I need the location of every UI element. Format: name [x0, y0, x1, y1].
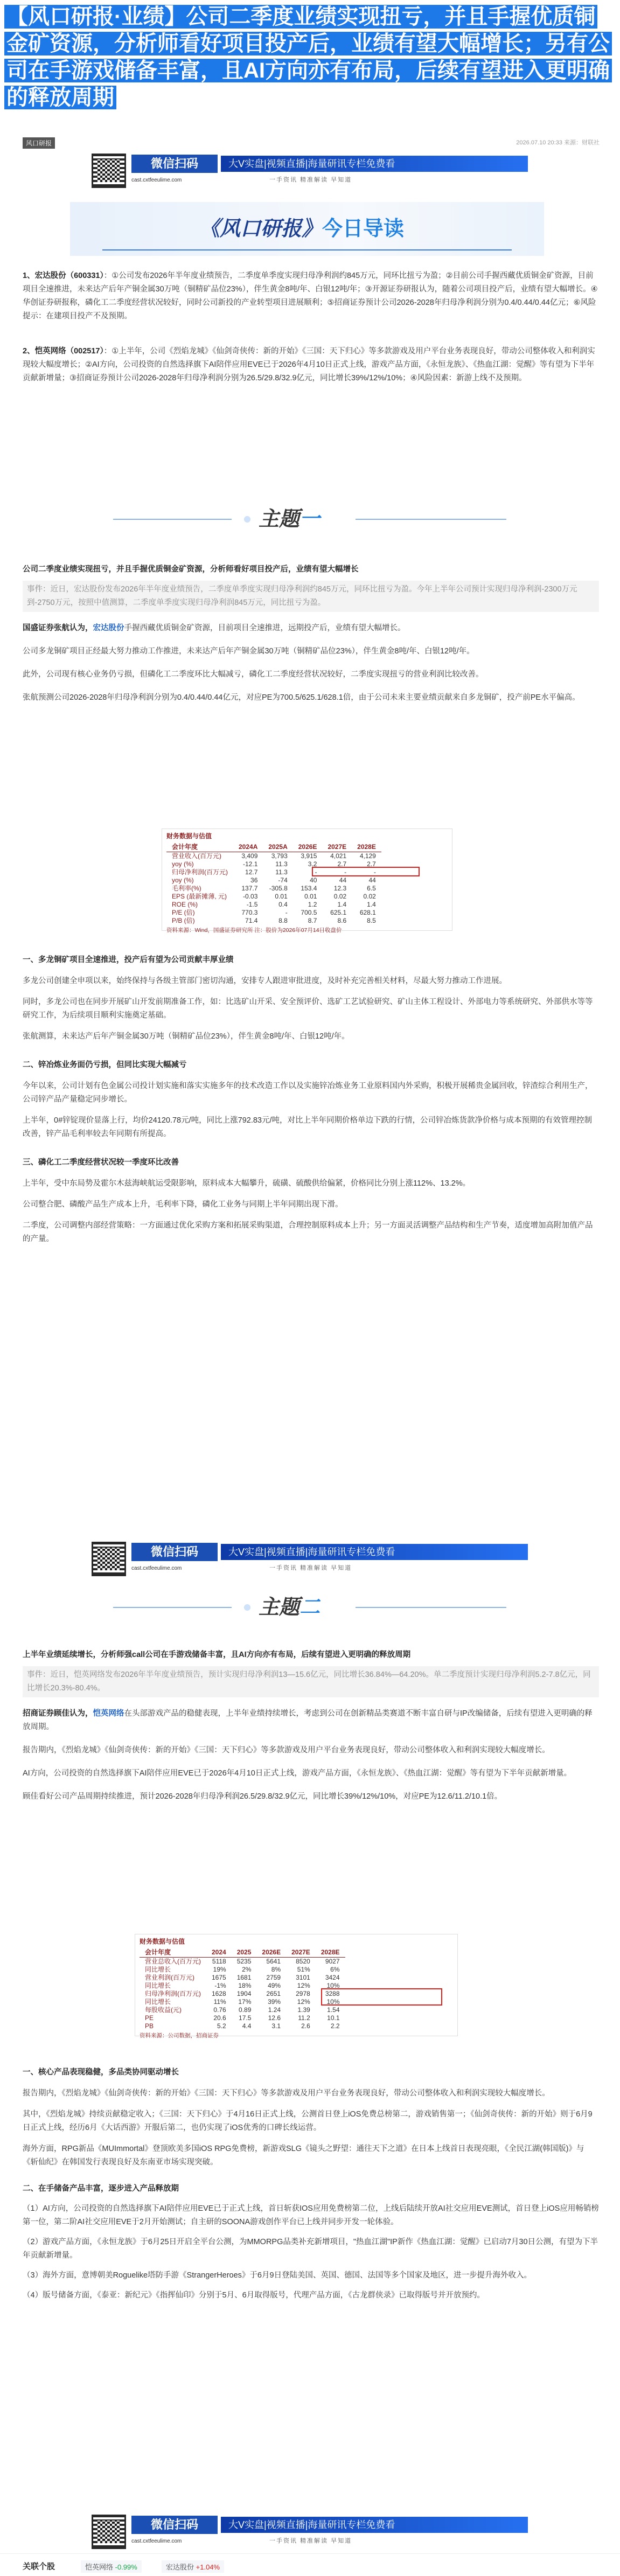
topic-2-paragraph: 海外方面，RPG新品《MUImmortal》登顶欧美多国iOS RPG免费榜，新游戏SLG《镜头之野望：通往天下之道》在日本上线首日表现亮眼，《全民江湖(韩国版)》与《斩仙纪》在韩国发行表现良好及东南亚市场实现突破。	[23, 2145, 584, 2167]
table-cell: 3,915	[301, 852, 317, 860]
topic-1-paragraph: 今年以来，公司计划有色金属公司投计划实施和落实实施多年的技术改造工作以及实施锌冶炼业务工业原料国内外采购，积极开展稀贵金属回收，锌渣综合利用生产，公司锌产品产量稳定同步增长。	[23, 1082, 593, 1104]
table-row	[166, 852, 381, 861]
table-cell: 628.1	[359, 909, 376, 916]
table-cell: 8.5	[367, 917, 376, 924]
table-cell: 2.7	[337, 860, 347, 868]
table-row	[140, 2022, 345, 2030]
table-cell: 营业收入(百万元)	[172, 852, 221, 860]
financial-table-2	[135, 1934, 458, 2039]
wechat-promo-banner[interactable]	[92, 1542, 528, 1578]
table-header-cell: 2025	[232, 1947, 257, 1958]
topic-1-subheading: 二、锌冶炼业务面仍亏损，但同比实现大幅减亏	[23, 1061, 187, 1069]
table-cell: 1.4	[337, 901, 347, 908]
table-cell: 2759	[266, 1974, 281, 1981]
table-cell: PE	[145, 2014, 154, 2022]
table-2-caption: 财务数据与估值	[140, 1938, 185, 1945]
table-cell: 归母净利润(百万元)	[145, 1990, 201, 1997]
stock-chip-kaiying[interactable]	[81, 2560, 142, 2573]
table-header-cell: 会计年度	[166, 841, 233, 852]
table-cell: 2%	[242, 1966, 252, 1973]
summary-item-1-body: ：①公司发布2026年半年度业绩预告，二季度单季度实现归母净利润约845万元，同环比扭亏为盈；②目前公司手握西藏优质铜金矿资源，目前项目全速推进，未来达产后年产铜金属30万吨（铜精矿品位23%），伴生黄金8吨/年、白银12吨/年；③开源证券研报认为，随着公司项目投产后，业绩有望大幅增长。④华创证券研报称，磷化工二季度经营状况较好，同时公司新投的产业转型项目进展顺利；⑤招商证券预计公司2026-2028年归母净利润分别为0.4/0.44/0.44亿元；⑥风险提示：在建项目投产不及预期。	[23, 271, 598, 321]
table-cell: 5235	[236, 1958, 252, 1965]
table-cell: 0.01	[304, 893, 317, 900]
table-1	[166, 841, 381, 925]
table-header-cell: 2026E	[293, 841, 323, 852]
table-cell: -1.5	[246, 901, 258, 908]
table-cell: 6.5	[367, 885, 376, 892]
qr-code-icon	[92, 1542, 126, 1576]
topic-2-body	[23, 1643, 599, 1808]
topic-2-paragraph: 报告期内，《烈焰龙城》《仙剑奇侠传：新的开始》《三国：天下归心》等多款游戏及用户平台业务表现良好，带动公司整体收入和利润实现较大幅度增长。	[23, 2089, 550, 2098]
table-cell: 归母净利润(百万元)	[172, 868, 228, 876]
stock-change: -0.99%	[115, 2563, 137, 2571]
promo-url: cast.cxtfeeulime.com	[131, 1565, 182, 1571]
topic-2-paragraph: （3）海外方面，意博朝美Roguelike塔防手游《StrangerHeroes》于6月9日登陆美国、英国、德国、法国等多个国家及地区，进一步提升海外收入。	[23, 2271, 532, 2280]
table-cell: -0.03	[243, 893, 258, 900]
topic-2-paragraph: （2）游戏产品方面，《永恒龙族》于6月25日开启全平台公测，为MMORPG品类补充新增项目，"热血江湖"IP新作《热血江湖：觉醒》已启动7月30日公测，有望为下半年贡献新增量。	[23, 2238, 598, 2260]
table-cell: 71.4	[245, 917, 258, 924]
table-cell: 5118	[212, 1958, 226, 1965]
table-cell: 1628	[212, 1990, 226, 1997]
promo-subtitle: 一手资讯 精准解读 早知道	[269, 177, 352, 183]
table-cell: 17.5	[239, 2014, 252, 2022]
table-cell: 4,129	[359, 852, 376, 860]
column-tag[interactable]: 风口研报	[23, 137, 55, 149]
table-cell: 0.89	[239, 2006, 252, 2014]
table-cell: 10.1	[327, 2014, 340, 2022]
table-header-cell: 2024A	[233, 841, 263, 852]
wechat-promo-banner[interactable]	[92, 154, 528, 190]
topic-1-banner	[113, 496, 506, 542]
table-cell: 5.2	[217, 2022, 226, 2030]
table-cell: 8.6	[337, 917, 347, 924]
topic-2-paragraph: （1）AI方向，公司投资的自然选择旗下AI陪伴应用EVE已于正式上线，首日斩获IOS应用免费榜第二位，上线后陆续开放AI社交应用EVE测试，首日登上iOS应用畅销榜第一位，第二阶AI社交应用EVE于2月开始测试；自主研的SOONA游戏创作平台已上线并同步开发一轮体验。	[23, 2204, 599, 2226]
table-cell: 10%	[326, 1998, 340, 2006]
topic-2-paragraph: （4）版号储备方面，《泰亚：新纪元》《指挥仙印》分别于5月、6月取得版号，代理产品方面，《古龙群侠录》已取得版号并开放预约。	[23, 2291, 485, 2300]
table-cell: 毛利率(%)	[172, 885, 201, 892]
highlight-box	[312, 867, 420, 876]
topic-2-headline: 上半年业绩延续增长，分析师强call公司在手游戏储备丰富，且AI方向亦有布局，后续有望进入更明确的释放周期	[23, 1651, 411, 1659]
topic-2-subheading: 二、在手储备产品丰富，逐步进入产品释放期	[23, 2184, 179, 2193]
summary-item-1	[23, 269, 599, 323]
topic-1-paragraph: 公司整合肥、磷酸产品生产成本上升，毛利率下降，磷化工业务与同期上半年同期出现下滑。	[23, 1200, 343, 1209]
table-cell: 1904	[236, 1990, 252, 1997]
qr-code-icon	[92, 2515, 126, 2549]
qr-code-icon	[92, 154, 126, 188]
topic-2-company: 恺英网络	[93, 1709, 124, 1718]
table-cell: 12.3	[333, 885, 347, 892]
table-cell: 3424	[325, 1974, 340, 1981]
topic-1-body	[23, 558, 599, 709]
today-guide-banner	[70, 202, 544, 256]
guide-subtitle: 今日导读	[322, 218, 405, 240]
topic-2-number: 二	[299, 1596, 321, 1619]
table-cell: -1%	[214, 1982, 226, 1989]
promo-title: 微信扫码	[131, 155, 218, 173]
topic-1-number: 一	[299, 508, 321, 531]
table-cell: 4,021	[330, 852, 347, 860]
table-row	[140, 1990, 345, 1998]
table-row	[140, 2006, 345, 2014]
promo-slogan: 大V实盘|视频直播|海量研讯专栏免费看	[221, 156, 528, 172]
table-2-source: 资料来源：公司数据，招商证券	[140, 2032, 219, 2039]
table-cell: 39%	[268, 1998, 281, 2006]
promo-url: cast.cxtfeeulime.com	[131, 177, 182, 183]
topic-1-paragraph: 张航预测公司2026-2028年归母净利润分别为0.4/0.44/0.44亿元，对应PE为700.5/625.1/628.1倍，由于公司未来主要业绩贡献来自多龙铜矿，投产前PE水平偏高。	[23, 693, 580, 702]
related-stocks-bar	[0, 2553, 620, 2576]
table-cell: 1.4	[367, 901, 376, 908]
table-1-source: 资料来源：Wind，国盛证券研究所 注：股价为2026年07月14日收盘价	[166, 927, 342, 934]
table-cell: PB	[145, 2022, 154, 2030]
table-cell: 6%	[330, 1966, 340, 1973]
table-cell: -	[344, 868, 347, 876]
table-cell: 2651	[266, 1990, 281, 1997]
table-header-cell: 2026E	[256, 1947, 286, 1958]
table-cell: 49%	[268, 1982, 281, 1989]
highlight-box	[321, 1988, 442, 2006]
topic-1-sections	[23, 948, 599, 1250]
guide-divider	[102, 249, 512, 250]
table-cell: 2.6	[301, 2022, 310, 2030]
table-cell: 0.76	[213, 2006, 226, 2014]
wechat-promo-banner[interactable]	[92, 2515, 528, 2551]
table-cell: 0.4	[278, 901, 288, 908]
table-cell: 营业总收入(百万元)	[145, 1958, 201, 1965]
topic-2-paragraph: 其中，《烈焰龙城》持续贡献稳定收入；《三国：天下归心》于4月16日正式上线，公测首日登上iOS免费总榜第二，游戏销售第一；《仙剑奇侠传：新的开始》则于6月9日正式上线，经历6月《大话西游》开服后第二，也仍实现了iOS优秀的口碑长线运营。	[23, 2110, 593, 2132]
table-cell: 11.3	[275, 868, 288, 876]
topic-1-paragraph: 上半年，0#锌锭现价显落上行，均价24120.78元/吨，同比上涨792.83元/吨，对比上半年同期价格单边下跌的行情，公司锌冶炼货款净价格与成本预期的有效管理控制改善，锌产品毛利率较去年同期有所提高。	[23, 1116, 593, 1138]
table-row	[166, 917, 381, 925]
table-cell: 1681	[236, 1974, 252, 1981]
table-cell: -	[285, 909, 288, 916]
table-header-cell: 2028E	[316, 1947, 345, 1958]
table-1-caption: 财务数据与估值	[166, 832, 212, 840]
table-cell: 12%	[297, 1982, 310, 1989]
summary-item-1-title: 1、宏达股份（600331）	[23, 271, 104, 280]
promo-title: 微信扫码	[131, 2516, 218, 2534]
table-cell: 同比增长	[145, 1998, 171, 2006]
summary-item-2	[23, 345, 599, 385]
table-cell: 36	[250, 876, 258, 884]
table-cell: 1.2	[308, 901, 317, 908]
promo-title: 微信扫码	[131, 1543, 218, 1561]
table-row	[166, 901, 381, 909]
table-cell: -305.8	[269, 885, 288, 892]
table-cell: 11%	[213, 1998, 226, 2006]
table-header-cell: 2027E	[286, 1947, 316, 1958]
stock-name: 恺英网络	[85, 2563, 114, 2571]
table-cell: 8%	[271, 1966, 281, 1973]
topic-2-title: 主题	[259, 1596, 300, 1619]
table-row	[140, 2014, 345, 2022]
topic-1-analyst: 国盛证券张航认为，	[23, 624, 93, 632]
table-cell: 137.7	[241, 885, 258, 892]
article-title: 【风口研报·业绩】公司二季度业绩实现扭亏，并且手握优质铜金矿资源，分析师看好项目投产后，业绩有望大幅增长；另有公司在手游戏储备丰富，且AI方向亦有布局，后续有望进入更明确的释放周期	[4, 5, 612, 109]
table-cell: 2978	[296, 1990, 310, 1997]
table-cell: 同比增长	[145, 1966, 171, 1973]
table-cell: 同比增长	[145, 1982, 171, 1989]
table-cell: 3288	[325, 1990, 340, 1997]
table-cell: 0.01	[275, 893, 288, 900]
table-cell: 1.54	[327, 2006, 340, 2014]
table-row	[166, 885, 381, 893]
table-cell: 11.3	[275, 860, 288, 868]
table-header-cell: 2025A	[263, 841, 292, 852]
table-cell: 51%	[297, 1966, 310, 1973]
table-cell: 1.39	[297, 2006, 310, 2014]
topic-1-paragraph: 此外，公司现有核心业务仍亏损，但磷化工二季度环比大幅减亏，磷化工二季度经营状况较好，二季度实现扭亏的营业利润比较改善。	[23, 670, 484, 679]
table-row	[140, 1998, 345, 2006]
table-header-cell: 2028E	[352, 841, 381, 852]
topic-2-subheading: 一、核心产品表现稳健，多品类协同驱动增长	[23, 2068, 179, 2077]
table-cell: 0.02	[363, 893, 376, 900]
table-cell: 3,793	[271, 852, 288, 860]
topic-2-paragraph: AI方向，公司投资的自然选择旗下AI陪伴应用EVE已于2026年4月10日正式上线，游戏产品方面，《永恒龙族》、《热血江湖：觉醒》等有望为下半年贡献新增量。	[23, 1769, 572, 1778]
table-cell: 40	[310, 876, 317, 884]
table-cell: 8520	[296, 1958, 310, 1965]
table-cell: -	[315, 868, 317, 876]
table-cell: 1675	[212, 1974, 226, 1981]
table-row	[140, 1958, 345, 1966]
topic-1-view: 手握西藏优质铜金矿资源，目前项目全速推进，远期投产后，业绩有望大幅增长。	[124, 624, 406, 632]
table-cell: 3,409	[241, 852, 258, 860]
table-cell: ROE (%)	[172, 901, 198, 908]
table-row	[166, 893, 381, 901]
topic-1-paragraph: 二季度，公司调整内部经营策略：一方面通过优化采购方案和拓展采购渠道，合理控制原料成本上升；另一方面灵活调整产品结构和生产节奏，适度增加高附加值产品的产量。	[23, 1221, 593, 1243]
table-cell: 每股收益(元)	[145, 2006, 182, 2014]
table-cell: yoy (%)	[172, 876, 194, 884]
table-cell: 3101	[296, 1974, 310, 1981]
promo-subtitle: 一手资讯 精准解读 早知道	[269, 2538, 352, 2544]
table-row	[140, 1966, 345, 1974]
table-cell: 营业利润(百万元)	[145, 1974, 194, 1981]
table-row	[166, 909, 381, 917]
table-cell: 44	[339, 876, 347, 884]
topic-2-view: 在头部游戏产品的稳健表现，上半年业绩持续增长，考虑到公司在创新精品类赛道不断丰富自研与IP改编储备，后续有望进入更明确的释放周期。	[23, 1709, 593, 1731]
topic-1-subheading: 一、多龙铜矿项目全速推进，投产后有望为公司贡献丰厚业绩	[23, 956, 234, 964]
summary-item-2-title: 2、恺英网络（002517）	[23, 347, 104, 356]
publish-meta: 2026.07.10 20:33 来源：财联社	[516, 140, 600, 146]
topic-1-paragraph: 张航测算，未来达产后年产铜金属30万吨（铜精矿品位23%），伴生黄金8吨/年、白银12吨/年。	[23, 1032, 350, 1041]
table-cell: P/B (倍)	[172, 917, 195, 924]
table-cell: 17%	[238, 1998, 252, 2006]
related-stocks-label: 关联个股	[23, 2562, 55, 2571]
topic-2-banner	[113, 1584, 506, 1630]
table-cell: 8.8	[278, 917, 288, 924]
stock-chip-hongda[interactable]	[162, 2560, 224, 2573]
table-cell: 8.7	[308, 917, 317, 924]
topic-1-subheading: 三、磷化工二季度经营状况较一季度环比改善	[23, 1158, 179, 1167]
table-cell: 9027	[325, 1958, 340, 1965]
table-cell: 3.2	[308, 860, 317, 868]
table-cell: -12.1	[243, 860, 258, 868]
table-row	[140, 1982, 345, 1990]
table-cell: 0.02	[333, 893, 347, 900]
table-cell: 12%	[297, 1998, 310, 2006]
topic-1-paragraph: 多龙公司创建全申项以来，始终保持与各级主管部门密切沟通，安排专人跟进审批进度，及时补充完善相关材料，尽最大努力推动工作进展。	[23, 977, 507, 985]
topic-1-event: 事件：近日，宏达股份发布2026年半年度业绩预告，二季度单季度实现归母净利润约845万元，同环比扭亏为盈。今年上半年公司预计实现归母净利润-2300万元到-2750万元，按照中值测算，二季度单季度实现归母净利润845万元，同比扭亏为盈。	[23, 581, 599, 612]
stock-change: +1.04%	[196, 2563, 220, 2571]
topic-2-sections	[23, 2060, 599, 2307]
table-cell: 2.7	[367, 860, 376, 868]
table-cell: 625.1	[330, 909, 347, 916]
table-cell: 20.6	[213, 2014, 226, 2022]
table-cell: 153.4	[301, 885, 317, 892]
topic-1-paragraph: 公司多龙铜矿项目正经最大努力推动工作推进，未来达产后年产铜金属30万吨（铜精矿品位23%），伴生黄金8吨/年、白银12吨/年。	[23, 647, 475, 656]
table-cell: 44	[368, 876, 376, 884]
table-2	[140, 1947, 345, 2030]
table-cell: P/E (倍)	[172, 909, 195, 916]
topic-1-paragraph: 同时，多龙公司也在同步开展矿山开发前期准备工作，如：比选矿山开采、安全预评价、选矿工艺试验研究、矿山主体工程设计、外部电力等系统研究、外部供水等等研究工作，为后续项目顺利实施奠定基础。	[23, 998, 593, 1020]
summary-item-2-body: ：①上半年，公司《烈焰龙城》《仙剑奇侠传：新的开始》《三国：天下归心》等多款游戏及用户平台业务表现良好，带动公司整体收入和利润实现较大幅度增长；②AI方向，公司投资的自然选择旗下AI陪伴应用EVE已于2026年4月10日正式上线，游戏产品方面，《永恒龙族》、《热血江湖：觉醒》等有望为下半年贡献新增量；③招商证券预计公司2026-2028年归母净利润分别为26.5/29.8/32.9亿元，同比增长39%/12%/10%；④风险因素：新游上线不及预期。	[23, 347, 595, 382]
guide-title: 《风口研报》	[199, 216, 323, 240]
table-cell: EPS (最新摊薄, 元)	[172, 893, 227, 900]
promo-subtitle: 一手资讯 精准解读 早知道	[269, 1565, 352, 1571]
stock-name: 宏达股份	[166, 2563, 194, 2571]
topic-1-company: 宏达股份	[93, 624, 124, 632]
table-header-cell: 2027E	[322, 841, 352, 852]
table-cell: 19%	[213, 1966, 226, 1973]
table-cell: 11.2	[298, 2014, 310, 2022]
financial-table-1	[162, 829, 452, 934]
table-cell: 12.7	[245, 868, 258, 876]
table-header-cell: 2024	[206, 1947, 232, 1958]
table-cell: 18%	[238, 1982, 252, 1989]
promo-url: cast.cxtfeeulime.com	[131, 2538, 182, 2544]
topic-2-paragraph: 顾佳看好公司产品周期持续推进，预计2026-2028年归母净利润26.5/29.8/32.9亿元，同比增长39%/12%/10%，对应PE为12.6/11.2/10.1倍。	[23, 1792, 503, 1801]
table-cell: 12.6	[268, 2014, 281, 2022]
topic-1-paragraph: 上半年，受中东局势及霍尔木兹海峡航运受限影响，原料成本大幅攀升，硫磺、硫酸供给偏紧，价格同比分别上涨112%、13.2%。	[23, 1179, 471, 1188]
article-title-banner	[0, 3, 620, 114]
table-cell: 3.1	[271, 2022, 281, 2030]
table-row	[166, 876, 381, 885]
summary-section	[23, 269, 599, 389]
table-cell: yoy (%)	[172, 860, 194, 868]
promo-slogan: 大V实盘|视频直播|海量研讯专栏免费看	[221, 1544, 528, 1560]
table-cell: 700.5	[301, 909, 317, 916]
topic-2-paragraph: 报告期内，《烈焰龙城》《仙剑奇侠传：新的开始》《三国：天下归心》等多款游戏及用户平台业务表现良好，带动公司整体收入和利润实现较大幅度增长。	[23, 1746, 550, 1755]
table-cell: 1.24	[268, 2006, 281, 2014]
table-cell: 10%	[326, 1982, 340, 1989]
table-cell: -	[373, 868, 376, 876]
table-cell: 4.4	[242, 2022, 252, 2030]
topic-2-event: 事件：近日，恺英网络发布2026年半年度业绩预告，预计实现归母净利润13—15.6亿元，同比增长36.84%—64.20%。单二季度预计实现归母净利润5.2-7.8亿元，同比增长20.3%-80.4%。	[23, 1666, 599, 1697]
topic-1-title: 主题	[259, 508, 300, 531]
table-cell: 770.3	[241, 909, 258, 916]
table-cell: 5641	[266, 1958, 281, 1965]
table-cell: 2.2	[330, 2022, 340, 2030]
topic-2-analyst: 招商证券顾佳认为，	[23, 1709, 93, 1718]
table-cell: -74	[278, 876, 288, 884]
table-row	[140, 1974, 345, 1982]
table-header-cell: 会计年度	[140, 1947, 206, 1958]
topic-1-headline: 公司二季度业绩实现扭亏，并且手握优质铜金矿资源，分析师看好项目投产后，业绩有望大幅增长	[23, 565, 359, 574]
promo-slogan: 大V实盘|视频直播|海量研讯专栏免费看	[221, 2517, 528, 2533]
